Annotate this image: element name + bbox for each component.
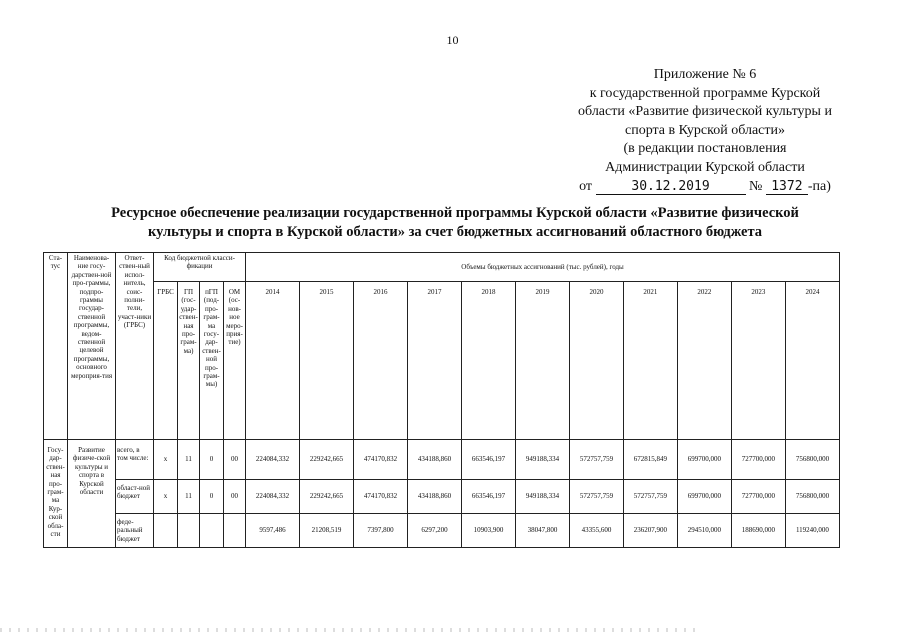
header-year: 2021: [623, 282, 677, 440]
gp-cell: 11: [178, 480, 200, 514]
value-cell: 949188,334: [515, 440, 569, 480]
header-executor: Ответ-ствен-ный испол-нитель, соис-полни-тели, участ-ники (ГРБС): [116, 253, 154, 440]
value-cell: 43355,600: [569, 514, 623, 548]
pgp-cell: 0: [200, 480, 224, 514]
grbs-cell: [154, 514, 178, 548]
om-cell: [224, 514, 246, 548]
value-cell: 699700,000: [677, 480, 731, 514]
header-year: 2019: [515, 282, 569, 440]
value-cell: 294510,000: [677, 514, 731, 548]
appendix-line-2: к государственной программе Курской: [589, 85, 821, 101]
document-title: [60, 204, 850, 242]
appendix-line-4: спорта в Курской области»: [624, 122, 785, 138]
value-cell: 572757,759: [569, 440, 623, 480]
pgp-cell: 0: [200, 440, 224, 480]
value-cell: 9597,486: [246, 514, 300, 548]
value-cell: 572757,759: [569, 480, 623, 514]
executor-cell: област-ной бюджет: [116, 480, 154, 514]
om-cell: 00: [224, 480, 246, 514]
value-cell: 21208,519: [300, 514, 354, 548]
number-sign: №: [749, 178, 763, 194]
scan-artifact: [0, 628, 700, 632]
value-cell: 119240,000: [785, 514, 839, 548]
value-cell: 756800,000: [785, 440, 839, 480]
header-volumes: Объемы бюджетных ассигнований (тыс. рублей), годы: [246, 253, 840, 282]
page-number: 10: [446, 33, 459, 47]
header-om: ОМ (ос-нов-ное меро-прия-тие): [224, 282, 246, 440]
header-year: 2014: [246, 282, 300, 440]
header-year: 2023: [731, 282, 785, 440]
appendix-line-6: Администрации Курской области: [605, 159, 805, 175]
grbs-cell: x: [154, 480, 178, 514]
value-cell: 10903,900: [461, 514, 515, 548]
decree-date: 30.12.2019: [596, 179, 746, 195]
value-cell: 229242,665: [300, 480, 354, 514]
header-year: 2022: [677, 282, 731, 440]
header-year: 2016: [354, 282, 408, 440]
value-cell: 224084,332: [246, 480, 300, 514]
gp-cell: [178, 514, 200, 548]
header-budget-code: Код бюджетной класси-фикации: [154, 253, 246, 282]
header-year: 2020: [569, 282, 623, 440]
value-cell: 756800,000: [785, 480, 839, 514]
value-cell: 6297,200: [408, 514, 462, 548]
title-line-2: культуры и спорта в Курской области» за счет бюджетных ассигнований областного бюджета: [147, 224, 763, 240]
value-cell: 236207,900: [623, 514, 677, 548]
from-label: от: [579, 178, 593, 194]
header-grbs: ГРБС: [154, 282, 178, 440]
header-name: Наименова-ние госу-дарствен-ной про-граммы, подпро-граммы государ-ственной программы, ведом-ственной целевой программы, основного мероприя-тия: [68, 253, 116, 440]
table-row: [44, 514, 840, 548]
title-line-1: Ресурсное обеспечение реализации государственной программы Курской области «Развитие физической: [111, 205, 799, 221]
value-cell: 474170,832: [354, 440, 408, 480]
value-cell: 38047,800: [515, 514, 569, 548]
pgp-cell: [200, 514, 224, 548]
program-name-cell: Развитие физиче-ской культуры и спорта в Курской области: [68, 440, 116, 548]
header-year: 2024: [785, 282, 839, 440]
appendix-block: [540, 66, 870, 196]
header-status: Ста-тус: [44, 253, 68, 440]
value-cell: 224084,332: [246, 440, 300, 480]
header-year: 2015: [300, 282, 354, 440]
appendix-line-1: Приложение № 6: [653, 67, 757, 82]
value-cell: 663546,197: [461, 480, 515, 514]
executor-cell: всего, в том числе:: [116, 440, 154, 480]
value-cell: 434188,860: [408, 480, 462, 514]
value-cell: 229242,665: [300, 440, 354, 480]
executor-cell: феде-ральный бюджет: [116, 514, 154, 548]
value-cell: 727700,000: [731, 440, 785, 480]
number-suffix: -па): [807, 178, 831, 194]
decree-number: 1372: [766, 179, 808, 195]
om-cell: 00: [224, 440, 246, 480]
budget-table: [43, 252, 840, 548]
value-cell: 434188,860: [408, 440, 462, 480]
header-year: 2018: [461, 282, 515, 440]
table-row: [44, 480, 840, 514]
grbs-cell: x: [154, 440, 178, 480]
value-cell: 474170,832: [354, 480, 408, 514]
header-pgp: пГП (под-про-грам-ма госу-дар-ствен-ной про-грам-мы): [200, 282, 224, 440]
value-cell: 727700,000: [731, 480, 785, 514]
appendix-line-3: области «Развитие физической культуры и: [578, 104, 832, 120]
header-gp: ГП (гос-удар-ствен-ная про-грам-ма): [178, 282, 200, 440]
value-cell: 949188,334: [515, 480, 569, 514]
value-cell: 672815,849: [623, 440, 677, 480]
status-cell: Госу-дар-ствен-ная про-грам-ма Кур-ской обла-сти: [44, 440, 68, 548]
table-row: [44, 440, 840, 480]
value-cell: 663546,197: [461, 440, 515, 480]
appendix-line-5: (в редакции постановления: [623, 141, 787, 157]
header-year: 2017: [408, 282, 462, 440]
value-cell: 188690,000: [731, 514, 785, 548]
value-cell: 572757,759: [623, 480, 677, 514]
appendix-date-line: [540, 178, 870, 197]
value-cell: 699700,000: [677, 440, 731, 480]
gp-cell: 11: [178, 440, 200, 480]
value-cell: 7397,800: [354, 514, 408, 548]
